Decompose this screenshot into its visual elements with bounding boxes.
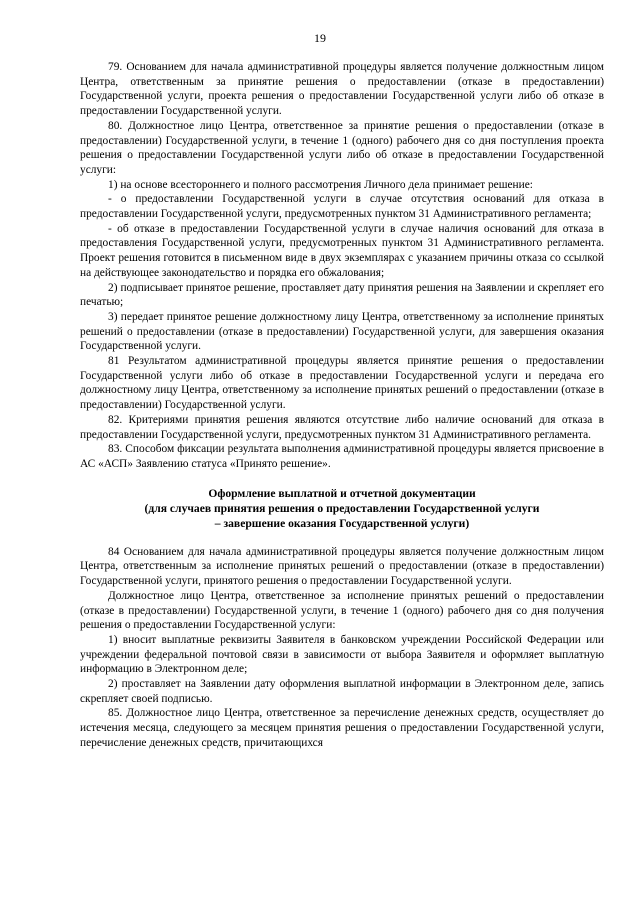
section-title: [80, 486, 604, 531]
paragraph-84-item-2: 2) проставляет на Заявлении дату оформления выплатной информации в Электронном деле, запись скрепляет своей подписью.: [80, 678, 604, 705]
paragraph-82: 82. Критериями принятия решения являются отсутствие либо наличие оснований для отказа в предоставлении Государственной услуги, предусмотренных пунктом 31 Административного регламента.: [80, 413, 604, 441]
paragraph-80-subitem-grant: - о предоставлении Государственной услуги в случае отсутствия оснований для отказа в предоставлении Государственной услуги, предусмотренных пунктом 31 Административного регламента;: [80, 193, 604, 221]
section-title-line-3: – завершение оказания Государственной услуги): [214, 516, 470, 530]
paragraph-80: 80. Должностное лицо Центра, ответственное за принятие решения о предоставлении (отказе в предоставлении) Государственной услуги, в течение 1 (одного) рабочего дня со дня поступления проекта решения о предоставлении Государственной услуги либо об отказе в предоставлении Государственной услуги:: [80, 119, 604, 176]
paragraph-80-item-3: 3) передает принятое решение должностному лицу Центра, ответственному за исполнение принятых решений о предоставлении (отказе в предоставлении) Государственной услуги, для завершения оказания Государственной услуги.: [80, 310, 604, 353]
paragraph-84: 84 Основанием для начала административной процедуры является получение должностным лицом Центра, ответственным за исполнение принятых решений о предоставлении (отказе в предоставлении) Государственной услуги, принятого решения о предоставлении Государственной услуги.: [80, 545, 604, 588]
paragraph-80-subitem-refuse: - об отказе в предоставлении Государственной услуги в случае наличия оснований для отказа в предоставления Государственной услуги, предусмотренных пунктом 31 Административного регламента. Проект решения готовится в письменном виде в двух экземплярах с указанием причины отказа со ссылкой на действующее законодательство и порядка его обжалования;: [80, 222, 604, 279]
page-number: 19: [314, 31, 326, 45]
section-title-line-2: (для случаев принятия решения о предоставлении Государственной услуги: [144, 501, 540, 515]
section-title-line-1: Оформление выплатной и отчетной документации: [208, 486, 476, 500]
paragraph-80-item-1: 1) на основе всестороннего и полного рассмотрения Личного дела принимает решение:: [108, 178, 533, 191]
paragraph-79: 79. Основанием для начала административной процедуры является получение должностным лицом Центра, ответственным за принятие решения о предоставлении (отказе в предоставлении) Государственной услуги, проекта решения о предоставлении Государственной услуги либо об отказе в предоставлении Государственной услуги.: [80, 61, 604, 118]
paragraph-85: 85. Должностное лицо Центра, ответственное за перечисление денежных средств, осуществляет до истечения месяца, следующего за месяцем принятия решения о предоставлении Государственной услуги, перечисление денежных средств, причитающихся: [80, 707, 604, 749]
paragraph-84-official: Должностное лицо Центра, ответственное за исполнение принятых решений о предоставлении (отказе в предоставлении) Государственной услуги, в течение 1 (одного) рабочего дня со дня получения решения о предоставлении Государственной услуги:: [80, 589, 604, 632]
paragraph-84-item-1: 1) вносит выплатные реквизиты Заявителя в банковском учреждении Российской Федерации или учреждении федеральной почтовой связи в зависимости от выбора Заявителя и оформляет выплатную информацию в Электронном деле;: [80, 633, 604, 676]
paragraph-80-item-2: 2) подписывает принятое решение, проставляет дату принятия решения на Заявлении и скрепляет его печатью;: [80, 281, 604, 309]
document-body: [80, 60, 604, 751]
paragraph-81: 81 Результатом административной процедуры является принятие решения о предоставлении Государственной услуги либо об отказе в предоставлении Государственной услуги и передача его должностному лицу Центра, ответственному за исполнение принятых решений о предоставлении (отказе в предоставлении) Государственной услуги.: [80, 355, 604, 412]
paragraph-83: 83. Способом фиксации результата выполнения административной процедуры является присвоение в АС «АСП» Заявлению статуса «Принято решение».: [80, 443, 604, 470]
